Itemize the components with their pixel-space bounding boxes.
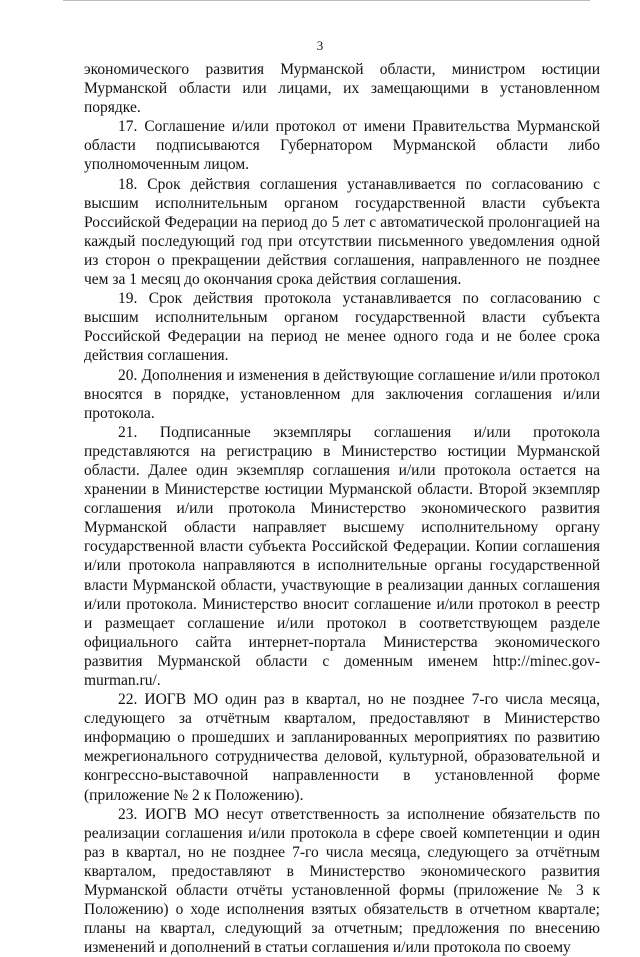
paragraph-17: 17. Соглашение и/или протокол от имени Правительства Мурманской области подписываются Губернатором Мурманской области либо уполномоченным лицом. [84,118,600,174]
page-number: 3 [316,38,324,53]
paragraph-23: 23. ИОГВ МО несут ответственность за исполнение обязательств по реализации соглашения и/или протокола в сфере своей компетенции и один раз в квартал, но не позднее 7-го числа месяца, следующего за отчётным кварталом, предоставляют в Министерство экономического развития Мурманской области отчёты установленной формы (приложение № 3 к Положению) о ходе исполнения взятых обязательств в отчетном квартале; планы на квартал, следующий за отчетным; предложения по внесению изменений и дополнений в статьи соглашения и/или протокола по своему [84,805,600,957]
paragraph-continuation: экономического развития Мурманской области, министром юстиции Мурманской области или лицами, их замещающими в установленном порядке. [84,61,600,117]
paragraph-21: 21. Подписанные экземпляры соглашения и/или протокола представляются на регистрацию в Министерство юстиции Мурманской области. Далее один экземпляр соглашения и/или протокола остается на хранении в Министерстве юстиции Мурманской области. Второй экземпляр соглашения и/или протокола Министерство экономического развития Мурманской области направляет высшему исполнительному органу государственной власти субъекта Российской Федерации. Копии соглашения и/или протокола направляются в исполнительные органы государственной власти Мурманской области, участвующие в реализации данных соглашения и/или протокола. Министерство вносит соглашение и/или протокол в реестр и размещает соглашение и/или протокол в соответствующем разделе официального сайта интернет-портала Министерства экономического развития Мурманской области с доменным именем http://minec.gov-murman.ru/. [84,423,600,689]
paragraph-19: 19. Срок действия протокола устанавливается по согласованию с высшим исполнительным органом государственной власти субъекта Российской Федерации на период не менее одного года и не более срока действия соглашения. [84,290,600,365]
paragraph-22: 22. ИОГВ МО один раз в квартал, но не позднее 7-го числа месяца, следующего за отчётным кварталом, предоставляют в Министерство информацию о прошедших и запланированных мероприятиях по развитию межрегионального сотрудничества деловой, культурной, образовательной и конгрессно-выставочной направленности в установленной форме (приложение № 2 к Положению). [84,691,600,804]
scan-edge-line [63,0,590,1]
paragraph-20: 20. Дополнения и изменения в действующие соглашение и/или протокол вносятся в порядке, установленном для заключения соглашения и/или протокола. [84,366,600,422]
paragraph-18: 18. Срок действия соглашения устанавливается по согласованию с высшим исполнительным органом государственной власти субъекта Российской Федерации на период до 5 лет с автоматической пролонгацией на каждый последующий год при отсутствии письменного уведомления одной из сторон о прекращении действия соглашения, направленного не позднее чем за 1 месяц до окончания срока действия соглашения. [84,175,600,289]
document-body [84,60,600,957]
